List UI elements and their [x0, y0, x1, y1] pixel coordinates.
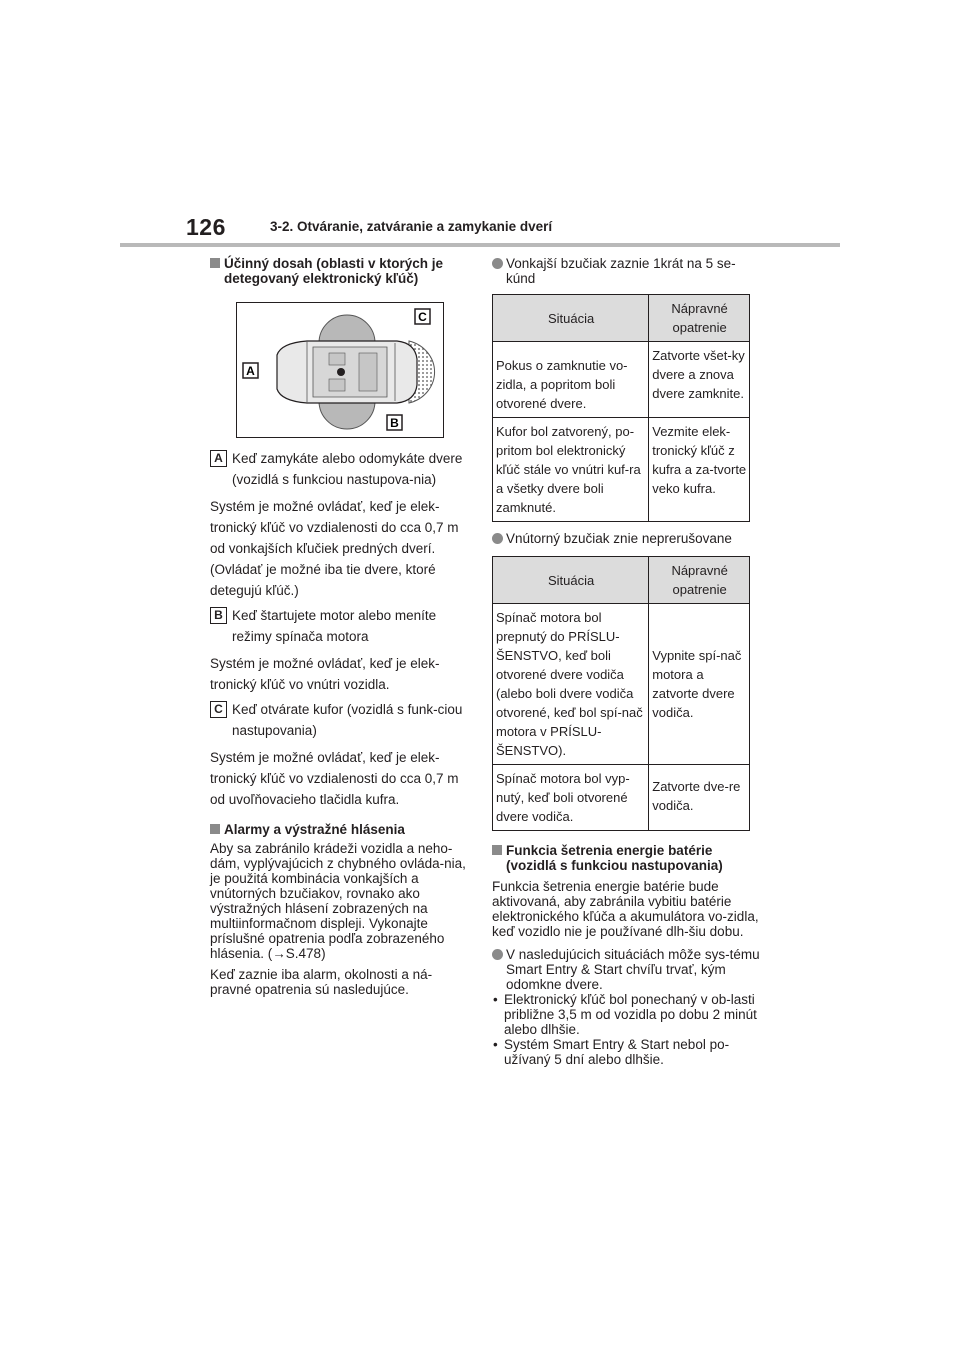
square-bullet-icon [210, 824, 220, 834]
section-alarms-title: Alarmy a výstražné hlásenia [210, 822, 468, 837]
range-a-top [319, 315, 375, 343]
item-b: B Keď štartujete motor alebo meníte režimy spínača motora [210, 605, 468, 647]
item-a: A Keď zamykáte alebo odomykáte dvere (vozidlá s funkciou nastupova-nia) [210, 448, 468, 490]
chapter-title: 3-2. Otváranie, zatváranie a zamykanie dverí [270, 219, 553, 234]
diagram-label-a: A [246, 364, 255, 378]
circle-bullet-icon [492, 533, 503, 544]
table-interior-buzzer [492, 556, 750, 831]
section-battery-saving-body: Funkcia šetrenia energie batérie bude aktivovaná, aby zabránila vybitiu batérie elektronického kľúča a akumulátora vo-zidla, keď vozidlo nie je používané dlh-šiu dobu. [492, 879, 759, 939]
table2-header-situation: Situácia [493, 557, 649, 604]
diagram-label-b: B [390, 416, 399, 430]
table-exterior-buzzer [492, 294, 750, 522]
label-a-box: A [210, 450, 227, 467]
circle-bullet-icon [492, 258, 503, 269]
section-alarms-body-2: Keď zaznie iba alarm, okolnosti a ná-pravné opatrenia sú nasledujúce. [210, 967, 433, 997]
header-rule [120, 243, 840, 247]
key-range-diagram [236, 302, 444, 438]
table1-header-situation: Situácia [493, 295, 649, 342]
square-bullet-icon [210, 258, 220, 268]
dash-item-1: • Elektronický kľúč bol ponechaný v ob-lasti približne 3,5 m od vozidla po dobu 2 minút alebo dlhšie. [492, 992, 760, 1037]
bullet-interior-buzzer: Vnútorný bzučiak znie neprerušovane [492, 531, 760, 546]
label-c-box: C [210, 701, 227, 718]
section-battery-saving-title: Funkcia šetrenia energie batérie (vozidlá s funkciou nastupovania) [492, 843, 760, 873]
table-row: Kufor bol zatvorený, po-pritom bol elektronický kľúč stále vo vnútri kuf-ra a všetky dvere boli zamknuté. Vezmite elek-tronický kľúč z kufra a za-tvorte veko kufra. [493, 418, 750, 522]
page-number: 126 [186, 214, 226, 240]
table1-header-remedy: Nápravné opatrenie [649, 295, 750, 342]
car-top-view-illustration [237, 303, 443, 437]
section-alarms-body: Aby sa zabránilo krádeži vozidla a neho-dám, vyplývajúcich z chybného ovláda-nia, je použitá kombinácia vonkajších a vnútorných bzučiakov, rovnako ako výstražných hlásení zobrazených na multiinformačnom displeji. Vykonajte príslušné opatrenia podľa zobrazeného hlásenia. (→S.478) [210, 841, 466, 961]
right-column [492, 256, 760, 1067]
left-column [210, 256, 468, 997]
circle-bullet-icon [492, 949, 503, 960]
diagram-label-c: C [418, 310, 427, 324]
bullet-exterior-buzzer: Vonkajší bzučiak zaznie 1krát na 5 se-kúnd [492, 256, 760, 286]
bullet-delay-situations: V nasledujúcich situáciách môže sys-tému Smart Entry & Start chvíľu trvať, kým odomkne dvere. [492, 947, 760, 992]
label-b-box: B [210, 607, 227, 624]
item-c-description: Systém je možné ovládať, keď je elek-tronický kľúč vo vzdialenosti do cca 0,7 m od uvoľňovacieho tlačidla kufra. [210, 750, 459, 807]
table-row: Spínač motora bol prepnutý do PRÍSLU-ŠENSTVO, keď boli otvorené dvere vodiča (alebo boli dvere vodiča otvorené, keď bol spí-nač motora v PRÍSLU-ŠENSTVO). Vypnite spí-nač motora a zatvorte dvere vodiča. [493, 604, 750, 765]
item-b-description: Systém je možné ovládať, keď je elek-tronický kľúč vo vnútri vozidla. [210, 656, 440, 692]
table-row: Pokus o zamknutie vo-zidla, a popritom boli otvorené dvere. Zatvorte všet-ky dvere a znova dvere zamknite. [493, 342, 750, 418]
item-c: C Keď otvárate kufor (vozidlá s funk-ciou nastupovania) [210, 699, 468, 741]
item-a-description: Systém je možné ovládať, keď je elek-tronický kľúč vo vzdialenosti do cca 0,7 m od vonkajších kľučiek predných dverí. (Ovládať je možné iba tie dvere, ktoré detegujú kľúč.) [210, 499, 459, 598]
table-row: Spínač motora bol vyp-nutý, keď boli otvorené dvere vodiča. Zatvorte dve-re vodiča. [493, 765, 750, 831]
dash-item-2: • Systém Smart Entry & Start nebol po-užívaný 5 dní alebo dlhšie. [492, 1037, 760, 1067]
table2-header-remedy: Nápravné opatrenie [649, 557, 750, 604]
square-bullet-icon [492, 845, 502, 855]
section-effective-range-title: Účinný dosah (oblasti v ktorých je detegovaný elektronický kľúč) [210, 256, 468, 286]
range-a-bottom [319, 401, 375, 429]
